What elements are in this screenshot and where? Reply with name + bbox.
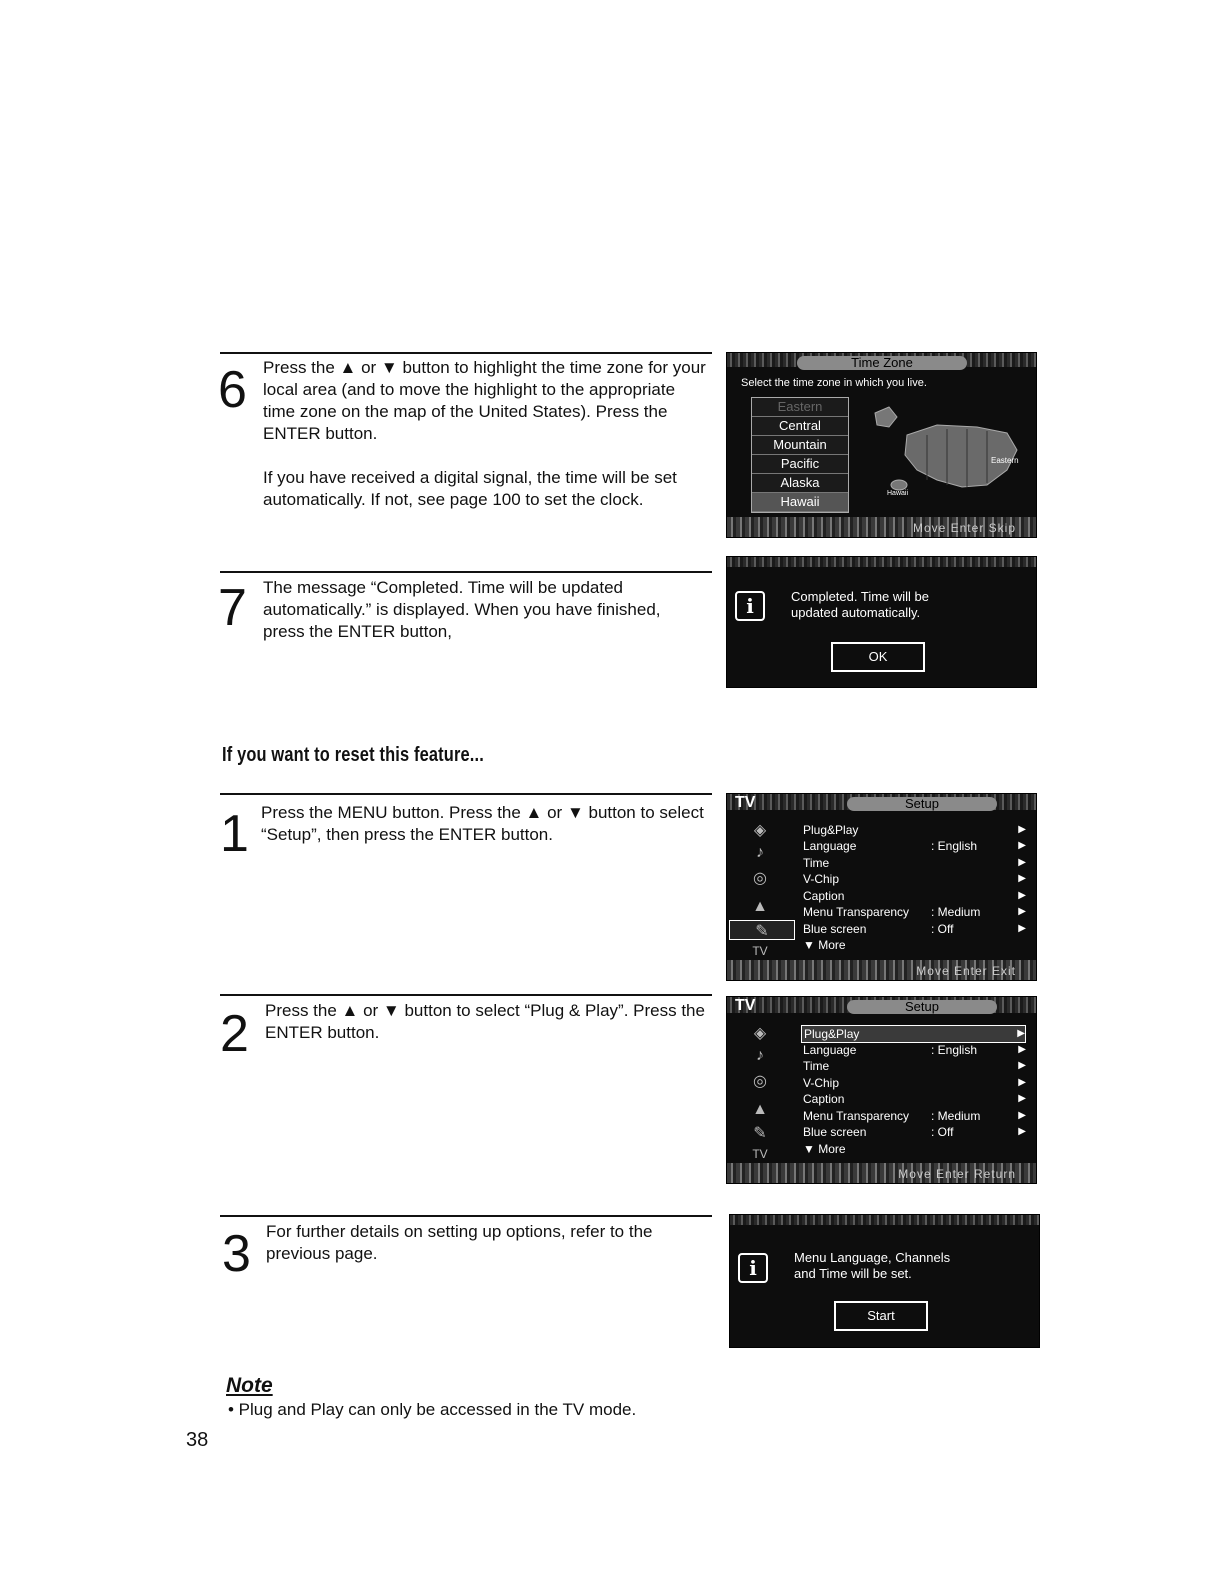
timezone-item-mountain[interactable]: Mountain <box>752 436 848 455</box>
arrow-right-icon: ▶ <box>1018 906 1026 917</box>
menu-item-label: Menu Transparency <box>803 905 910 919</box>
setup-title: Setup <box>847 797 997 811</box>
menu-item-vchip[interactable] <box>801 871 1026 887</box>
timezone-bottom-hint: Move Enter Skip <box>912 521 1016 535</box>
arrow-right-icon: ▶ <box>1018 1060 1026 1071</box>
reset-step-3-rule <box>220 1215 712 1217</box>
start-dialog <box>729 1214 1040 1348</box>
setup-icon: ✎ <box>753 1125 767 1142</box>
menu-item-transparency[interactable] <box>801 904 1026 920</box>
map-label-eastern: Eastern <box>991 456 1019 465</box>
timezone-item-alaska[interactable]: Alaska <box>752 474 848 493</box>
menu-item-language[interactable] <box>801 838 1026 854</box>
menu-item-language[interactable] <box>801 1042 1026 1058</box>
step-6-paragraph-2: If you have received a digital signal, the time will be set automatically. If not, see page 100 to set the clock. <box>263 468 677 509</box>
completed-message-line-1: Completed. Time will be <box>791 589 929 604</box>
arrow-right-icon: ▶ <box>1018 890 1026 901</box>
setup-menu-screen-1 <box>726 793 1037 981</box>
step-7-text <box>263 577 683 643</box>
step-7-rule <box>220 571 712 573</box>
sound-icon: ♪ <box>756 844 764 861</box>
menu-item-label: Blue screen <box>803 922 867 936</box>
arrow-right-icon: ▶ <box>1018 1044 1026 1055</box>
tv-icon: TV <box>752 944 768 958</box>
arrow-right-icon: ▶ <box>1018 1077 1026 1088</box>
menu-item-value: : Medium <box>931 905 981 919</box>
arrow-right-icon: ▶ <box>1018 1093 1026 1104</box>
menu-item-label: ▼ More <box>803 1142 846 1156</box>
dialog-top-bar <box>727 557 1036 567</box>
dialog-top-bar <box>730 1215 1039 1225</box>
ok-button[interactable]: OK <box>831 642 925 672</box>
sound-icon: ♪ <box>756 1047 764 1064</box>
function-icon: ▲ <box>752 1101 768 1118</box>
start-message-line-2: and Time will be set. <box>794 1266 912 1281</box>
start-message-line-1: Menu Language, Channels <box>794 1250 951 1265</box>
timezone-item-hawaii[interactable]: Hawaii <box>752 493 848 512</box>
completed-dialog <box>726 556 1037 688</box>
setup-bottom-hint: Move Enter Exit <box>916 964 1016 978</box>
menu-item-bluescreen[interactable] <box>801 1124 1026 1140</box>
menu-item-label: Time <box>803 1059 830 1073</box>
arrow-right-icon: ▶ <box>1018 1126 1026 1137</box>
menu-item-vchip[interactable] <box>801 1075 1026 1091</box>
menu-item-caption[interactable] <box>801 888 1026 904</box>
step-6-number: 6 <box>218 361 247 419</box>
reset-step-1-text: Press the MENU button. Press the ▲ or ▼ button to select “Setup”, then press the ENTER button. <box>261 803 704 844</box>
page-number: 38 <box>186 1429 209 1451</box>
tv-icon: TV <box>752 1147 768 1161</box>
menu-item-label: Menu Transparency <box>803 1109 910 1123</box>
reset-step-3-number: 3 <box>222 1225 251 1283</box>
start-button[interactable]: Start <box>834 1301 928 1331</box>
note-bullet: • Plug and Play can only be accessed in the TV mode. <box>228 1400 637 1419</box>
setup-bottom-hint: Move Enter Return <box>898 1167 1016 1181</box>
completed-message-line-2: updated automatically. <box>791 605 921 620</box>
reset-step-3-text: For further details on setting up options, refer to the previous page. <box>266 1222 653 1263</box>
timezone-item-eastern[interactable]: Eastern <box>752 398 848 417</box>
section-heading: If you want to reset this feature... <box>222 744 484 766</box>
setup-title: Setup <box>847 1000 997 1014</box>
timezone-item-central[interactable]: Central <box>752 417 848 436</box>
picture-icon: ◈ <box>753 1025 767 1042</box>
timezone-item-pacific[interactable]: Pacific <box>752 455 848 474</box>
channel-icon: ◎ <box>753 1073 767 1090</box>
menu-item-label: Caption <box>803 1092 845 1106</box>
menu-item-more[interactable] <box>801 1141 1026 1157</box>
menu-item-time[interactable] <box>801 855 1026 871</box>
menu-item-label: Time <box>803 856 830 870</box>
menu-item-plugplay[interactable] <box>801 822 1026 838</box>
reset-step-2-text: Press the ▲ or ▼ button to select “Plug & Play”. Press the ENTER button. <box>265 1001 705 1042</box>
menu-item-time[interactable] <box>801 1058 1026 1074</box>
mode-label: TV <box>735 997 756 1014</box>
menu-item-caption[interactable] <box>801 1091 1026 1107</box>
picture-icon: ◈ <box>753 822 767 839</box>
arrow-right-icon: ▶ <box>1018 824 1026 835</box>
arrow-right-icon: ▶ <box>1018 873 1026 884</box>
arrow-right-icon: ▶ <box>1018 840 1026 851</box>
reset-step-2-rule <box>220 994 712 996</box>
menu-item-value: : English <box>931 1043 978 1057</box>
step-7-paragraph-1: The message “Completed. Time will be updated automatically.” is displayed. When you have finished, press the ENTER button, <box>263 578 661 641</box>
menu-item-value: : English <box>931 839 978 853</box>
step-6-paragraph-1: Press the ▲ or ▼ button to highlight the time zone for your local area (and to move the highlight to the appropriate time zone on the map of the United States). Press the ENTER button. <box>263 358 706 443</box>
function-icon: ▲ <box>752 898 768 915</box>
menu-item-label: Blue screen <box>803 1125 867 1139</box>
step-6-rule <box>220 352 712 354</box>
menu-item-label: V-Chip <box>803 872 840 886</box>
menu-item-label: Caption <box>803 889 845 903</box>
menu-item-plugplay[interactable] <box>801 1025 1026 1043</box>
timezone-list <box>751 397 849 513</box>
step-6-text <box>263 357 709 511</box>
menu-item-label: Language <box>803 839 857 853</box>
reset-step-1-number: 1 <box>220 805 249 863</box>
menu-item-label: Language <box>803 1043 857 1057</box>
menu-item-value: : Off <box>931 922 954 936</box>
reset-step-2-number: 2 <box>220 1005 249 1063</box>
note-title: Note <box>226 1374 273 1397</box>
mode-label: TV <box>735 794 756 811</box>
menu-item-label: ▼ More <box>803 938 846 952</box>
menu-item-bluescreen[interactable] <box>801 921 1026 937</box>
timezone-title: Time Zone <box>797 356 967 370</box>
us-map-icon <box>867 395 1027 505</box>
menu-item-label: Plug&Play <box>804 1027 860 1041</box>
timezone-prompt: Select the time zone in which you live. <box>741 377 927 389</box>
menu-item-more[interactable] <box>801 937 1026 953</box>
arrow-right-icon: ▶ <box>1018 857 1026 868</box>
menu-item-label: Plug&Play <box>803 823 859 837</box>
map-label-hawaii: Hawaii <box>887 490 909 497</box>
arrow-right-icon: ▶ <box>1018 923 1026 934</box>
menu-item-label: V-Chip <box>803 1076 840 1090</box>
setup-icon[interactable]: ✎ <box>729 920 795 940</box>
menu-item-value: : Off <box>931 1125 954 1139</box>
menu-item-value: : Medium <box>931 1109 981 1123</box>
arrow-right-icon: ▶ <box>1017 1028 1025 1039</box>
channel-icon: ◎ <box>753 870 767 887</box>
setup-menu-screen-2 <box>726 996 1037 1184</box>
info-icon: i <box>735 591 765 621</box>
timezone-screen <box>726 352 1037 538</box>
info-icon: i <box>738 1253 768 1283</box>
step-7-number: 7 <box>218 579 247 637</box>
arrow-right-icon: ▶ <box>1018 1110 1026 1121</box>
menu-item-transparency[interactable] <box>801 1108 1026 1124</box>
reset-step-1-rule <box>220 793 712 795</box>
